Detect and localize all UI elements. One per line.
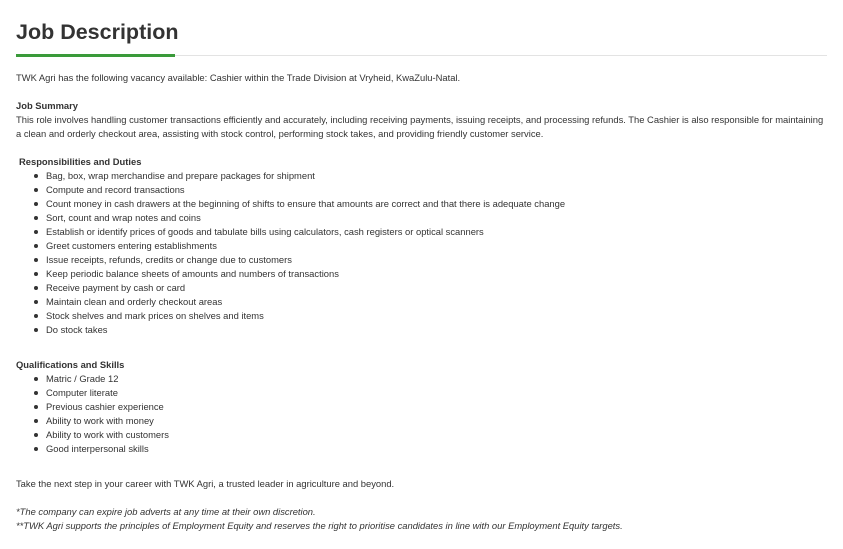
- list-item: Previous cashier experience: [46, 400, 827, 414]
- responsibilities-heading: Responsibilities and Duties: [19, 156, 142, 167]
- list-item: Compute and record transactions: [46, 183, 827, 197]
- list-item: Good interpersonal skills: [46, 442, 827, 456]
- list-item: Issue receipts, refunds, credits or change due to customers: [46, 253, 827, 267]
- list-item: Count money in cash drawers at the beginning of shifts to ensure that amounts are correct and that there is adequate change: [46, 197, 827, 211]
- job-summary-text: This role involves handling customer transactions efficiently and accurately, including receiving payments, issuing receipts, and processing refunds. The Cashier is also responsible for maintaining a clean and orderly checkout area, assisting with stock control, performing stock takes, and providing friendly customer service.: [16, 114, 824, 139]
- list-item: Keep periodic balance sheets of amounts and numbers of transactions: [46, 267, 827, 281]
- title-accent-bar: [16, 54, 175, 57]
- list-item: Bag, box, wrap merchandise and prepare packages for shipment: [46, 169, 827, 183]
- job-summary-heading: Job Summary: [16, 100, 78, 111]
- job-content: [16, 71, 827, 533]
- closing-text: Take the next step in your career with TWK Agri, a trusted leader in agriculture and beyond.: [16, 478, 395, 489]
- list-item: Establish or identify prices of goods and tabulate bills using calculators, cash registers or optical scanners: [46, 225, 827, 239]
- disclaimer-expiry: *The company can expire job adverts at any time at their own discretion.: [16, 506, 316, 517]
- list-item: Computer literate: [46, 386, 827, 400]
- intro-text: TWK Agri has the following vacancy available: Cashier within the Trade Division at Vryheid, KwaZulu-Natal.: [16, 72, 461, 83]
- disclaimer-employment-equity: **TWK Agri supports the principles of Employment Equity and reserves the right to prioritise candidates in line with our Employment Equity targets.: [16, 520, 623, 531]
- page-title: Job Description: [16, 20, 179, 44]
- list-item: Sort, count and wrap notes and coins: [46, 211, 827, 225]
- title-divider: [16, 55, 827, 56]
- responsibilities-list: [16, 169, 827, 337]
- list-item: Do stock takes: [46, 323, 827, 337]
- list-item: Maintain clean and orderly checkout areas: [46, 295, 827, 309]
- list-item: Stock shelves and mark prices on shelves and items: [46, 309, 827, 323]
- qualifications-list: [16, 372, 827, 456]
- list-item: Ability to work with customers: [46, 428, 827, 442]
- list-item: Receive payment by cash or card: [46, 281, 827, 295]
- list-item: Greet customers entering establishments: [46, 239, 827, 253]
- list-item: Ability to work with money: [46, 414, 827, 428]
- qualifications-heading: Qualifications and Skills: [16, 359, 125, 370]
- list-item: Matric / Grade 12: [46, 372, 827, 386]
